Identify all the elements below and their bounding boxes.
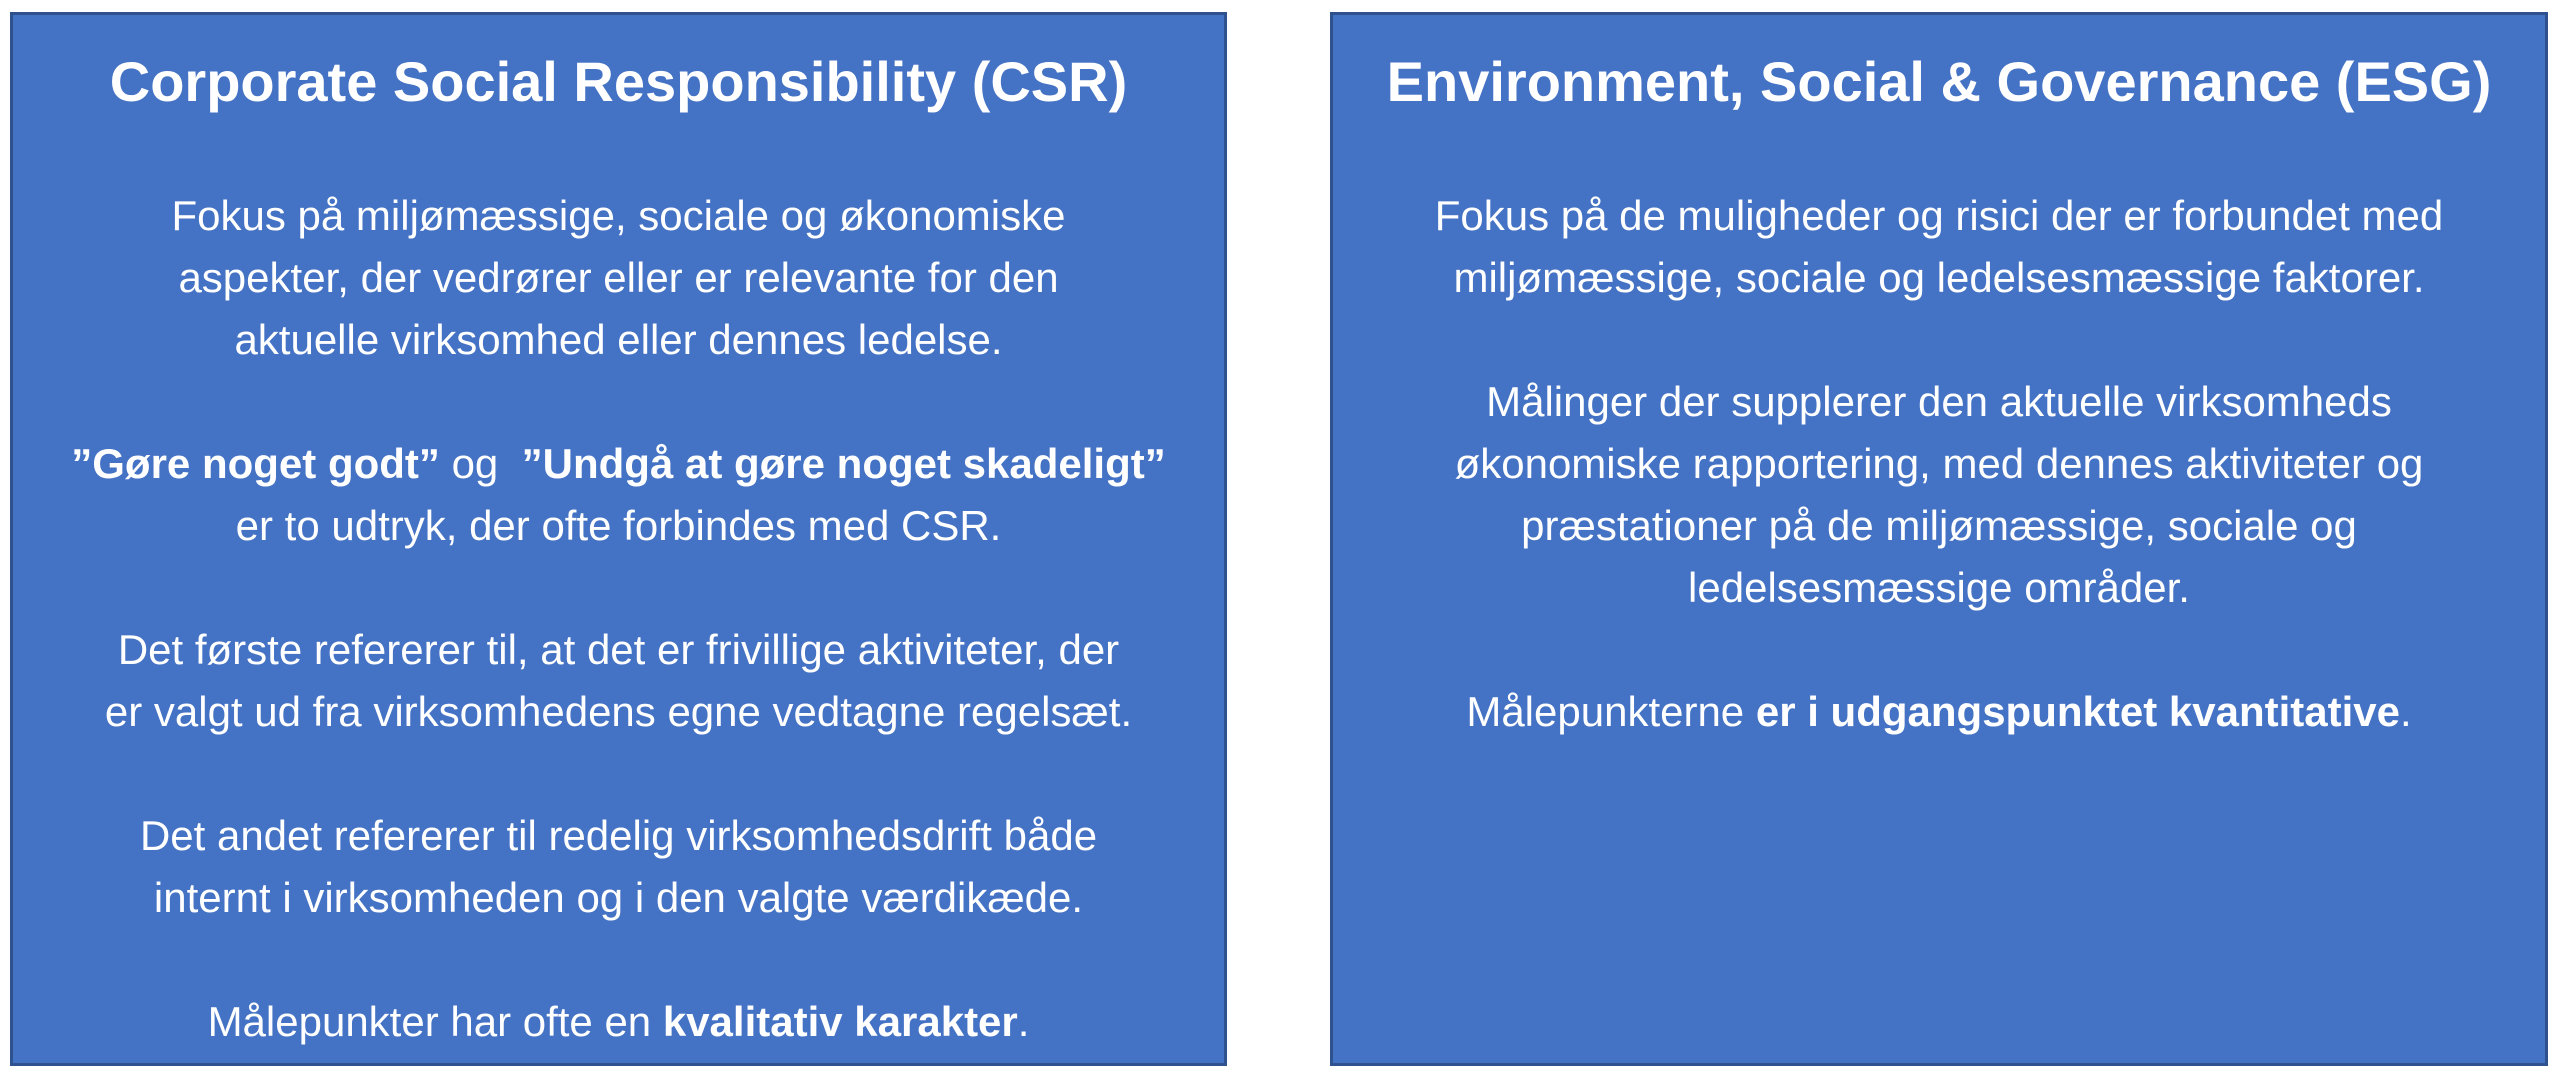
csr-title: Corporate Social Responsibility (CSR) [109,50,1128,113]
csr-measure-paragraph [13,991,1224,1053]
esg-measure-line [1333,681,2545,743]
csr-expressions-paragraph [13,433,1224,557]
csr-measure-bold: kvalitativ karakter [662,998,1018,1045]
esg-title: Environment, Social & Governance (ESG) [1386,50,2492,113]
csr-measure-line [13,991,1224,1053]
csr-measure-suffix: . [1017,998,1030,1045]
esg-measurements-line-4: ledelsesmæssige områder. [1688,564,2190,611]
csr-first-line-2: er valgt ud fra virksomhedens egne vedtagne regelsæt. [104,688,1133,735]
csr-first-paragraph [13,619,1224,743]
csr-second-line-2: internt i virksomheden og i den valgte værdikæde. [153,874,1084,921]
csr-expressions-line-2: er to udtryk, der ofte forbindes med CSR. [235,502,1002,549]
esg-measurements-paragraph [1333,371,2545,619]
esg-focus-line-2: miljømæssige, sociale og ledelsesmæssige faktorer. [1453,254,2425,301]
esg-panel [1330,12,2548,1066]
csr-focus-line-2: aspekter, der vedrører eller er relevante for den [178,254,1059,301]
csr-focus-line-1: Fokus på miljømæssige, sociale og økonomiske [171,192,1066,239]
esg-measurements-line-2: økonomiske rapportering, med dennes aktiviteter og [1454,440,2424,487]
esg-focus-paragraph [1333,185,2545,309]
esg-measure-suffix: . [2399,688,2412,735]
esg-focus-line-1: Fokus på de muligheder og risici der er forbundet med [1434,192,2444,239]
csr-expressions-line-1 [13,433,1224,495]
csr-quote-avoid-harm: ”Undgå at gøre noget skadeligt” [521,440,1166,487]
esg-measurements-line-3: præstationer på de miljømæssige, sociale og [1521,502,2357,549]
csr-panel [10,12,1227,1066]
csr-quote-connector: og [439,440,522,487]
csr-focus-paragraph [13,185,1224,371]
csr-measure-prefix: Målepunkter har ofte en [207,998,663,1045]
csr-focus-line-3: aktuelle virksomhed eller dennes ledelse. [234,316,1003,363]
csr-first-line-1: Det første refererer til, at det er frivillige aktiviteter, der [117,626,1120,673]
esg-measure-bold: er i udgangspunktet kvantitative [1755,688,2400,735]
esg-measurements-line-1: Målinger der supplerer den aktuelle virksomheds [1486,378,2392,425]
esg-measure-prefix: Målepunkterne [1466,688,1756,735]
csr-second-paragraph [13,805,1224,929]
esg-measure-paragraph [1333,681,2545,743]
csr-second-line-1: Det andet refererer til redelig virksomhedsdrift både [139,812,1098,859]
csr-quote-do-good: ”Gøre noget godt” [71,440,440,487]
